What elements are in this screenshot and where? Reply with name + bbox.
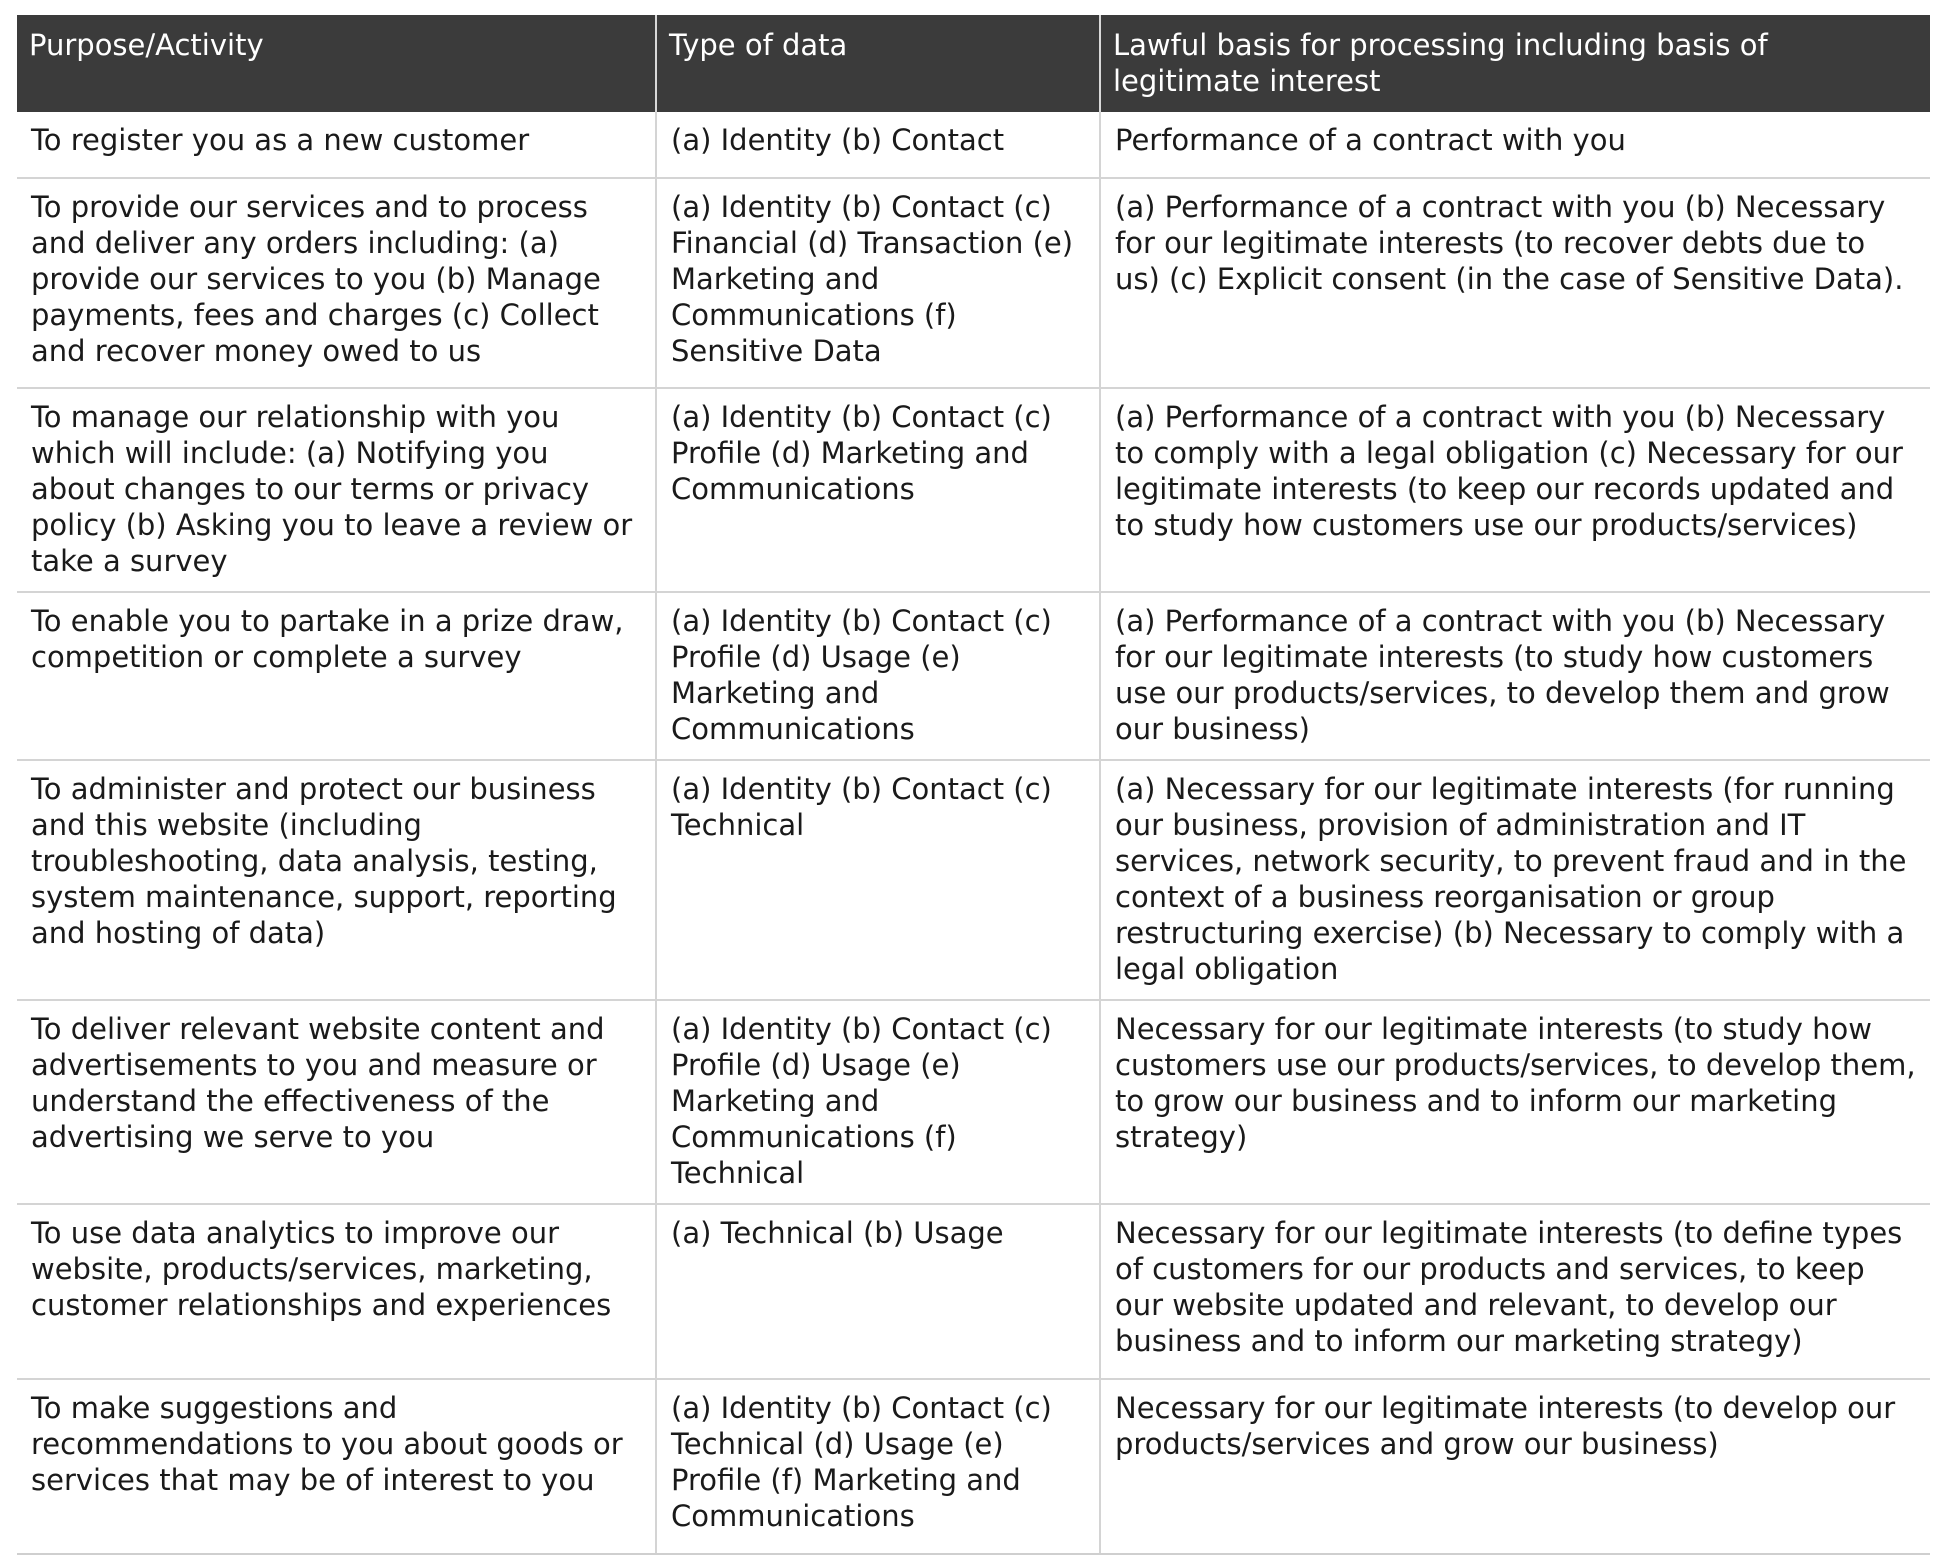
cell-data-type: (a) Identity (b) Contact (c) Financial (d) Transaction (e) Marketing and Communications (f) Sensitive Data xyxy=(656,178,1100,388)
table-body xyxy=(17,112,1930,1554)
cell-purpose: To register you as a new customer xyxy=(17,112,656,178)
header-purpose-activity: Purpose/Activity xyxy=(17,15,656,112)
table-row xyxy=(17,1379,1930,1554)
cell-lawful-basis: (a) Performance of a contract with you (b) Necessary for our legitimate interests (to study how customers use our products/services, to develop them and grow our business) xyxy=(1100,592,1930,760)
cell-data-type: (a) Identity (b) Contact (c) Technical xyxy=(656,760,1100,1000)
cell-lawful-basis: Necessary for our legitimate interests (to study how customers use our products/services, to develop them, to grow our business and to inform our marketing strategy) xyxy=(1100,1000,1930,1204)
table-row xyxy=(17,592,1930,760)
cell-data-type: (a) Identity (b) Contact (c) Profile (d) Usage (e) Marketing and Communications xyxy=(656,592,1100,760)
cell-purpose: To manage our relationship with you which will include: (a) Notifying you about changes to our terms or privacy policy (b) Asking you to leave a review or take a survey xyxy=(17,388,656,592)
cell-lawful-basis: (a) Performance of a contract with you (b) Necessary for our legitimate interests (to recover debts due to us) (c) Explicit consent (in the case of Sensitive Data). xyxy=(1100,178,1930,388)
cell-purpose: To administer and protect our business and this website (including troubleshooting, data analysis, testing, system maintenance, support, reporting and hosting of data) xyxy=(17,760,656,1000)
header-lawful-basis: Lawful basis for processing including basis of legitimate interest xyxy=(1100,15,1930,112)
cell-lawful-basis: Necessary for our legitimate interests (to define types of customers for our products and services, to keep our website updated and relevant, to develop our business and to inform our marketing strategy) xyxy=(1100,1204,1930,1379)
table-row xyxy=(17,1204,1930,1379)
cell-data-type: (a) Identity (b) Contact xyxy=(656,112,1100,178)
cell-data-type: (a) Identity (b) Contact (c) Profile (d) Usage (e) Marketing and Communications (f) Technical xyxy=(656,1000,1100,1204)
cell-data-type: (a) Identity (b) Contact (c) Technical (d) Usage (e) Profile (f) Marketing and Communications xyxy=(656,1379,1100,1554)
lawful-basis-table-container xyxy=(17,15,1930,1555)
table-row xyxy=(17,112,1930,178)
cell-lawful-basis: Performance of a contract with you xyxy=(1100,112,1930,178)
cell-data-type: (a) Technical (b) Usage xyxy=(656,1204,1100,1379)
lawful-basis-table xyxy=(17,15,1930,1555)
cell-purpose: To provide our services and to process and deliver any orders including: (a) provide our services to you (b) Manage payments, fees and charges (c) Collect and recover money owed to us xyxy=(17,178,656,388)
cell-lawful-basis: (a) Necessary for our legitimate interests (for running our business, provision of administration and IT services, network security, to prevent fraud and in the context of a business reorganisation or group restructuring exercise) (b) Necessary to comply with a legal obligation xyxy=(1100,760,1930,1000)
table-header xyxy=(17,15,1930,112)
cell-lawful-basis: Necessary for our legitimate interests (to develop our products/services and grow our business) xyxy=(1100,1379,1930,1554)
cell-purpose: To enable you to partake in a prize draw, competition or complete a survey xyxy=(17,592,656,760)
cell-data-type: (a) Identity (b) Contact (c) Profile (d) Marketing and Communications xyxy=(656,388,1100,592)
table-row xyxy=(17,178,1930,388)
header-row xyxy=(17,15,1930,112)
cell-lawful-basis: (a) Performance of a contract with you (b) Necessary to comply with a legal obligation (c) Necessary for our legitimate interests (to keep our records updated and to study how customers use our products/services) xyxy=(1100,388,1930,592)
table-row xyxy=(17,1000,1930,1204)
cell-purpose: To make suggestions and recommendations to you about goods or services that may be of interest to you xyxy=(17,1379,656,1554)
table-row xyxy=(17,760,1930,1000)
header-type-of-data: Type of data xyxy=(656,15,1100,112)
cell-purpose: To deliver relevant website content and advertisements to you and measure or understand the effectiveness of the advertising we serve to you xyxy=(17,1000,656,1204)
cell-purpose: To use data analytics to improve our website, products/services, marketing, customer relationships and experiences xyxy=(17,1204,656,1379)
table-row xyxy=(17,388,1930,592)
